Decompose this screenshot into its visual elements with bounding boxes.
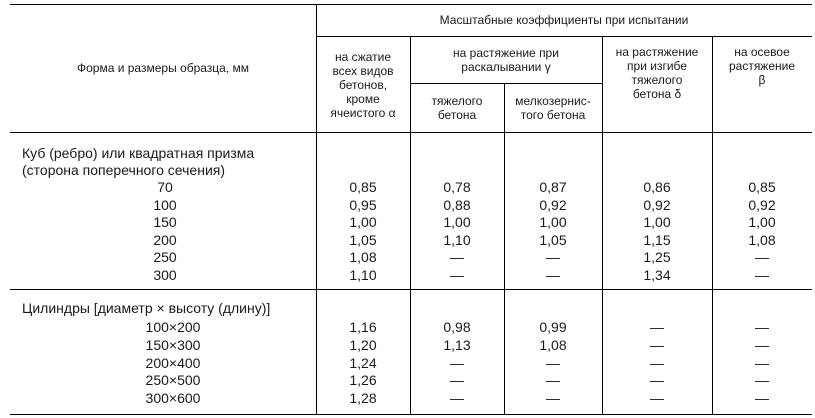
header-compress-line-4: кроме [346, 91, 380, 106]
cylinders-cell-a: 1,28 [349, 390, 377, 407]
cylinders-cell-g1: — [450, 372, 464, 389]
cubes-cell-g2: 0,92 [539, 196, 567, 213]
cubes-cell-d: 1,15 [643, 231, 671, 248]
cubes-cell-a: 0,95 [349, 196, 377, 213]
header-compress-line-1: на сжатие [334, 49, 392, 64]
cubes-cell-g1: 0,88 [443, 196, 471, 213]
header-fine [504, 84, 602, 132]
table-bottom-border [10, 414, 812, 415]
cubes-cell-b: — [755, 267, 769, 283]
cylinders-cell-d: — [650, 372, 664, 389]
header-form-size [10, 4, 316, 132]
cubes-cell-g2: — [546, 249, 560, 266]
header-form-size-label: Форма и размеры образца, мм [76, 61, 249, 75]
header-heavy-line-2: бетона [437, 108, 477, 122]
cubes-cell-a: 1,10 [349, 267, 377, 283]
cylinders-cell-g2: — [546, 390, 560, 407]
cylinders-cell-g2: 1,08 [539, 336, 567, 353]
cylinders-cell-d: — [650, 390, 664, 407]
cubes-title-1: Куб (ребро) или квадратная призма [22, 145, 255, 161]
cubes-cell-b: 0,85 [748, 179, 776, 195]
header-split [410, 37, 602, 83]
cubes-cell-d: 0,86 [643, 179, 671, 195]
cubes-row-size: 100 [153, 196, 177, 213]
cubes-cell-d: 0,92 [643, 196, 671, 213]
cylinders-cell-b: — [755, 372, 769, 389]
header-fine-line-2: того бетона [520, 108, 586, 122]
cylinders-cell-g1: — [450, 354, 464, 371]
cubes-cell-g2: — [546, 267, 560, 283]
cubes-cell-g1: — [450, 267, 464, 283]
cubes-row-size: 250 [153, 249, 177, 266]
cubes-cell-a: 1,08 [349, 249, 377, 266]
cylinders-cell-a: 1,16 [349, 319, 377, 335]
cubes-cell-g1: 0,78 [443, 179, 471, 195]
header-bend-line-3: тяжелого [631, 73, 683, 87]
cylinders-row-size: 300×600 [145, 390, 201, 407]
cubes-row-size: 300 [153, 267, 177, 283]
header-bend-line-1: на растяжение [615, 45, 699, 59]
header-axial-line-1: на осевое [734, 45, 790, 59]
cylinders-cell-b: — [755, 336, 769, 353]
header-bend-line-4: бетона δ [632, 87, 682, 101]
header-compress-line-3: бетонов, [338, 77, 388, 92]
cylinders-cell-g2: 0,99 [539, 319, 567, 335]
cubes-cell-d: 1,00 [643, 214, 671, 231]
header-compress-line-5: ячеистого α [330, 105, 396, 120]
cylinders-cell-a: 1,20 [349, 336, 377, 353]
cylinders-cell-b: — [755, 319, 769, 335]
header-compress-line-2: всех видов [332, 63, 394, 78]
header-axial [712, 37, 812, 132]
header-bottom-border [10, 132, 812, 133]
header-compress [316, 37, 410, 132]
cylinders-cell-g1: 1,13 [443, 336, 471, 353]
cubes-cell-b: — [755, 249, 769, 266]
header-group [316, 4, 812, 36]
cylinders-row-size: 250×500 [145, 372, 201, 389]
cylinders-cell-d: — [650, 319, 664, 335]
cubes-cell-b: 1,08 [748, 231, 776, 248]
cubes-title-2: (сторона поперечного сечения) [22, 162, 226, 178]
cylinders-cell-a: 1,26 [349, 372, 377, 389]
cubes-cell-g2: 1,00 [539, 214, 567, 231]
header-group-label: Масштабные коэффициенты при испытании [439, 13, 689, 27]
cylinders-title: Цилиндры [диаметр × высоту (длину)] [22, 300, 271, 316]
cylinders-cell-d: — [650, 354, 664, 371]
cubes-cell-g1: 1,10 [443, 231, 471, 248]
header-split-line-1: на растяжение при [453, 46, 559, 60]
cubes-cell-a: 0,85 [349, 179, 377, 195]
header-split-line-2: раскалывании γ [461, 60, 551, 74]
cubes-row-size: 70 [157, 179, 173, 195]
cylinders-row-size: 200×400 [145, 354, 201, 371]
cylinders-cell-a: 1,24 [349, 354, 377, 371]
cylinders-cell-d: — [650, 336, 664, 353]
cylinders-cell-b: — [755, 390, 769, 407]
cylinders-cell-g1: — [450, 390, 464, 407]
cubes-cell-a: 1,00 [349, 214, 377, 231]
cylinders-cell-g2: — [546, 354, 560, 371]
cubes-row-size: 200 [153, 231, 177, 248]
cubes-cell-g1: — [450, 249, 464, 266]
cubes-cell-b: 0,92 [748, 196, 776, 213]
cubes-cell-g2: 0,87 [539, 179, 567, 195]
header-bend-line-2: при изгибе [627, 59, 687, 73]
cubes-cell-g1: 1,00 [443, 214, 471, 231]
header-fine-line-1: мелкозернис- [515, 94, 591, 108]
header-axial-line-2: растяжение [728, 59, 796, 73]
cubes-row-size: 150 [153, 214, 177, 231]
cubes-cell-d: 1,25 [643, 249, 671, 266]
cubes-cell-a: 1,05 [349, 231, 377, 248]
cylinders-row-size: 100×200 [145, 319, 201, 335]
header-heavy [410, 84, 504, 132]
section-divider [10, 289, 812, 290]
cubes-cell-d: 1,34 [643, 267, 671, 283]
cubes-cell-g2: 1,05 [539, 231, 567, 248]
header-heavy-line-1: тяжелого [431, 94, 483, 108]
cylinders-cell-g1: 0,98 [443, 319, 471, 335]
cubes-cell-b: 1,00 [748, 214, 776, 231]
cylinders-cell-g2: — [546, 372, 560, 389]
header-bend [602, 37, 712, 132]
cylinders-row-size: 150×300 [145, 336, 201, 353]
cylinders-cell-b: — [755, 354, 769, 371]
header-axial-line-3: β [758, 73, 766, 87]
